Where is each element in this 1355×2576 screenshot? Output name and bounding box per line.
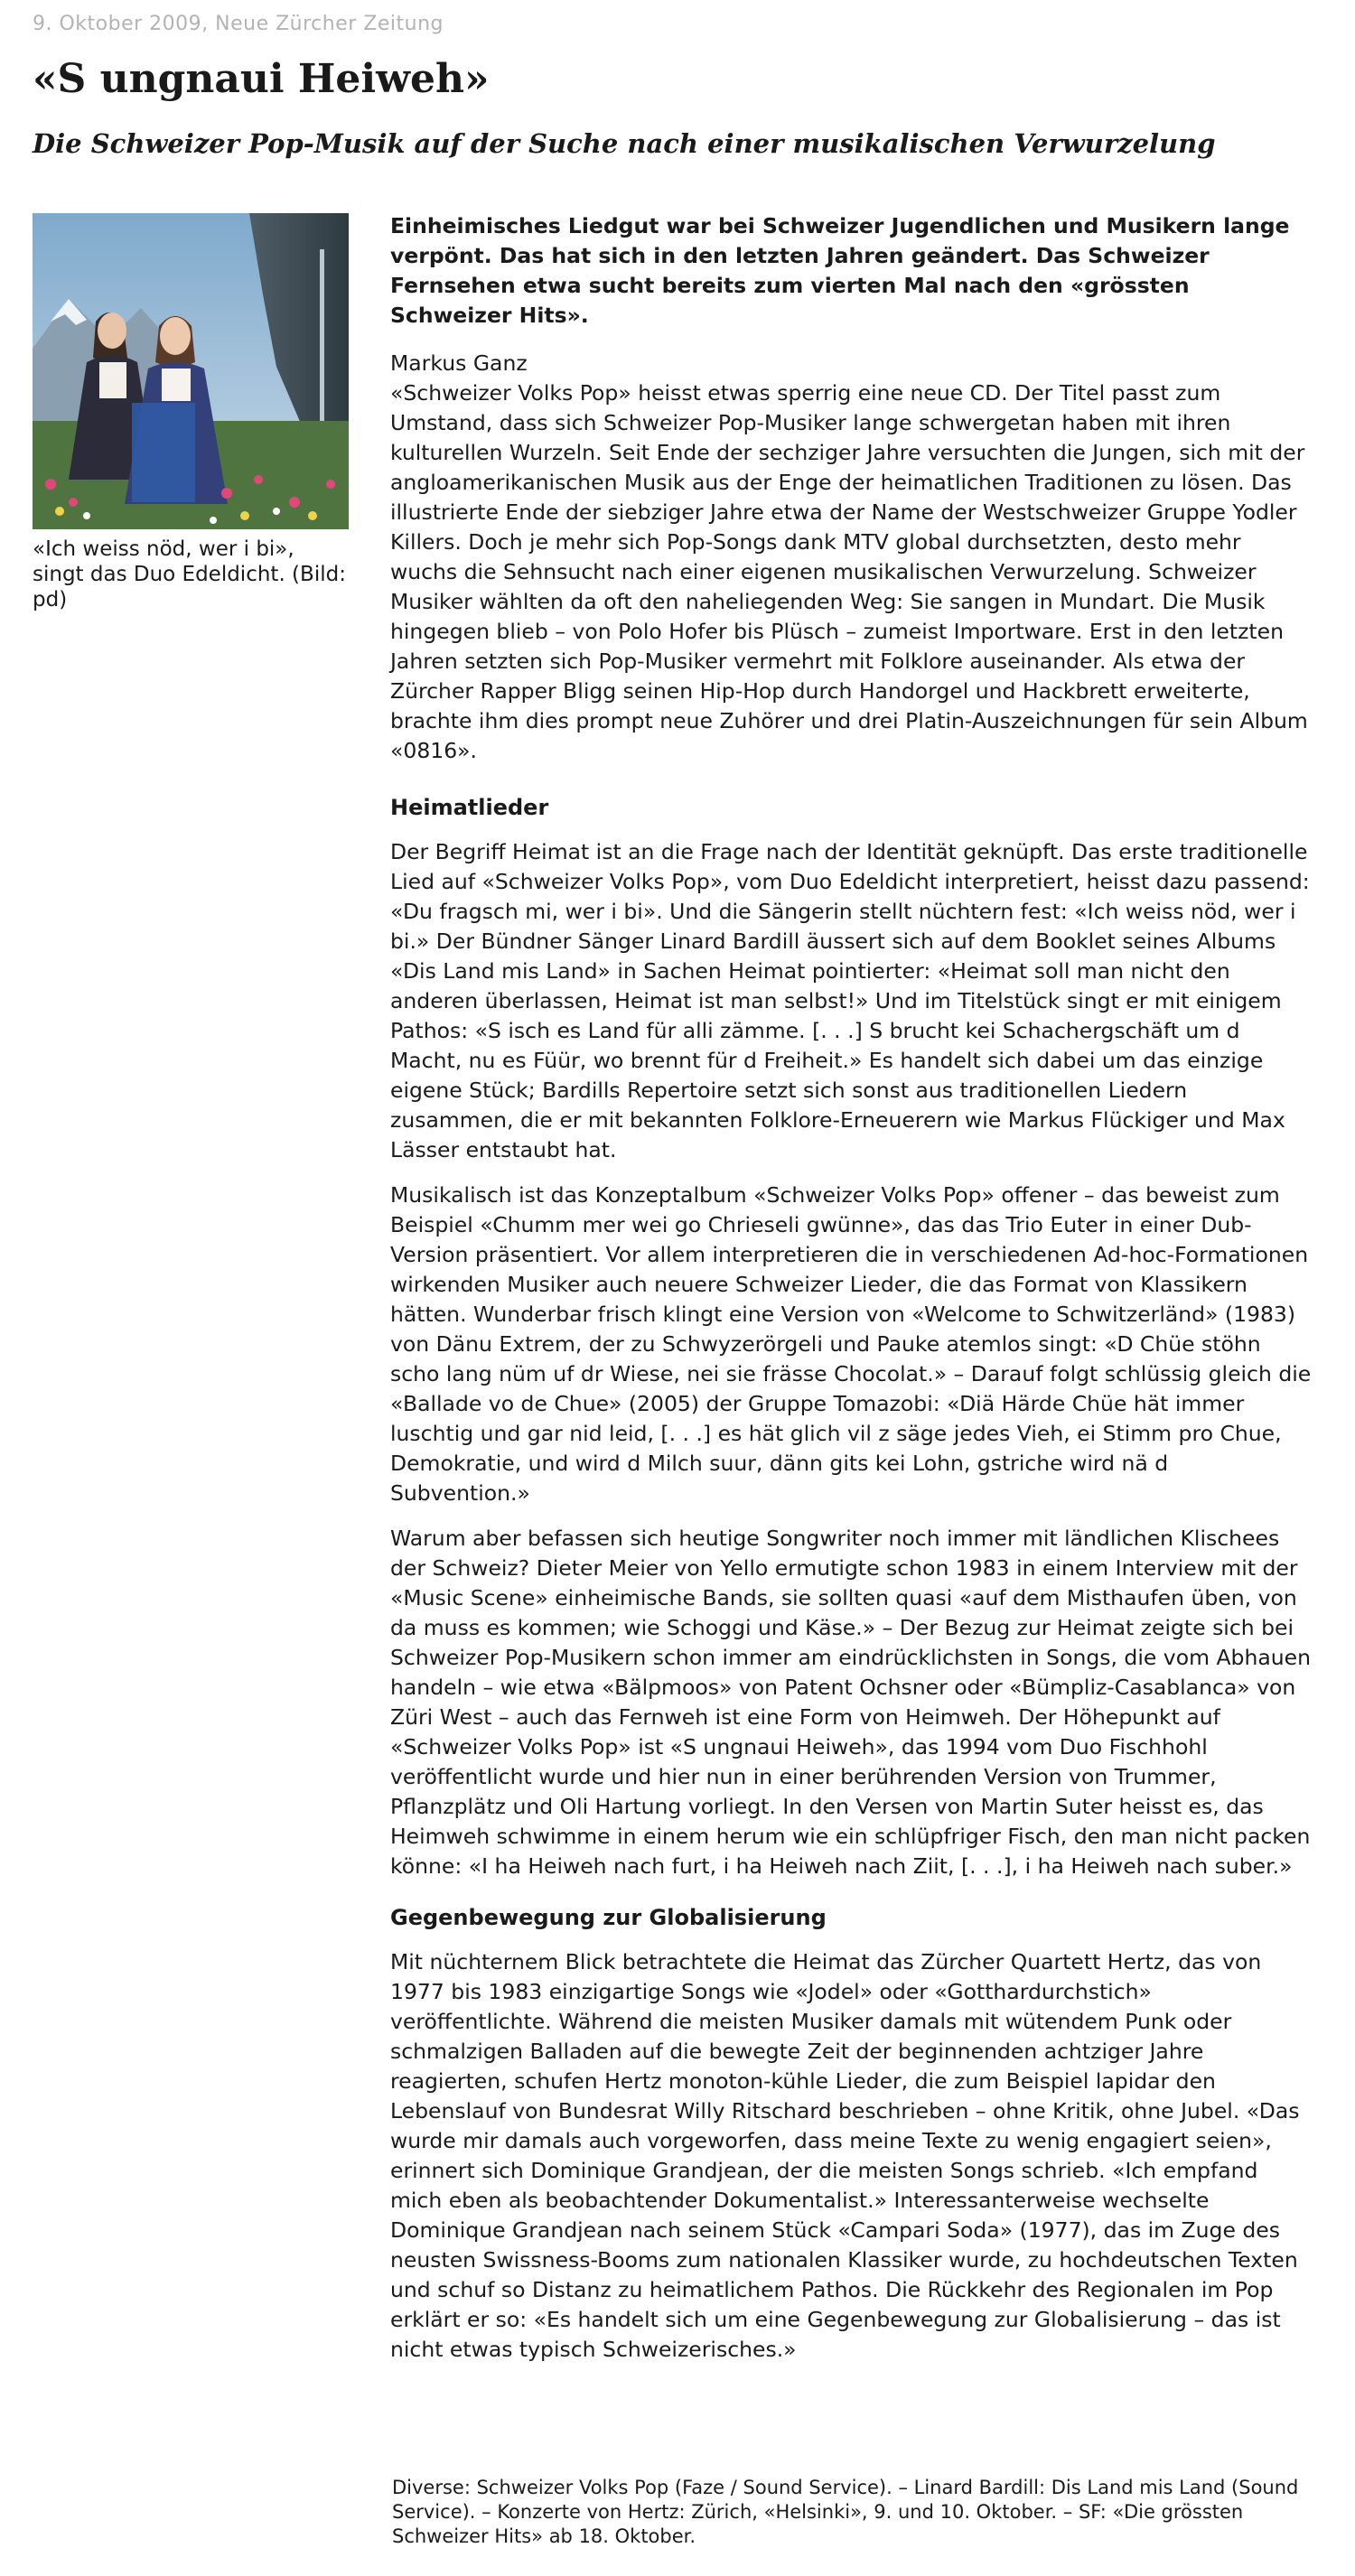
section-heading-heimatlieder: Heimatlieder xyxy=(390,795,549,820)
article-lead: Einheimisches Liedgut war bei Schweizer Jugendlichen und Musikern lange verpönt. Das hat sich in den letzten Jahren geändert. Das Schweizer Fernsehen etwa sucht bereits zum vierten Mal nach den «grössten Schweizer Hits». xyxy=(390,213,1290,328)
paragraph: Der Begriff Heimat ist an die Frage nach der Identität geknüpft. Das erste traditionelle Lied auf «Schweizer Volks Pop», vom Duo Edeldicht interpretiert, heisst dazu passend: «Du fragsch mi, wer i bi». Und die Sängerin stellt nüchtern fest: «Ich weiss nöd, wer i bi.» Der Bündner Sänger Linard Bardill äussert sich auf dem Booklet seines Albums «Dis Land mis Land» in Sachen Heimat pointierter: «Heimat soll man nicht den anderen überlassen, Heimat ist man selbst!» Und im Titelstück singt er mit einigem Pathos: «S isch es Land für alli zämme. [. . .] S brucht kei Schachergschäft um d Macht, nu es Füür, wo brennt für d Freiheit.» Es handelt sich dabei um das einzige eigene Stück; Bardills Repertoire setzt sich sonst aus traditionellen Liedern zusammen, die er mit bekannten Folklore-Erneuerern wie Markus Flückiger und Max Lässer entstaubt hat. xyxy=(390,839,1310,1162)
author-byline: Markus Ganz xyxy=(390,350,528,376)
article-subtitle: Die Schweizer Pop-Musik auf der Suche nach einer musikalischen Verwurzelung xyxy=(33,128,1216,159)
paragraph: Mit nüchternem Blick betrachtete die Heimat das Zürcher Quartett Hertz, das von 1977 bis 1983 einzigartige Songs wie «Jodel» oder «Gotthardurchstich» veröffentlichte. Während die meisten Musiker damals mit wütendem Punk oder schmalzigen Balladen auf die bewegte Zeit der beginnenden achtziger Jahre reagierten, schufen Hertz monoton-kühle Lieder, die zum Beispiel lapidar den Lebenslauf von Bundesrat Willy Ritschard beschrieben – ohne Kritik, ohne Jubel. «Das wurde mir damals auch vorgeworfen, dass meine Texte zu wenig engagiert seien», erinnert sich Dominique Grandjean, der die meisten Songs schrieb. «Ich empfand mich eben als beobachtender Dokumentalist.» Interessanterweise wechselte Dominique Grandjean nach seinem Stück «Campari Soda» (1977), das im Zuge des neusten Swissness-Booms zum nationalen Klassiker wurde, zu hochdeutschen Texten und schuf so Distanz zu heimatlichem Pathos. Die Rückkehr des Regionalen im Pop erklärt er so: «Es handelt sich um eine Gegenbewegung zur Globalisierung – das ist nicht etwas typisch Schweizerisches.» xyxy=(390,1949,1300,2362)
info-box: Diverse: Schweizer Volks Pop (Faze / Sound Service). – Linard Bardill: Dis Land mis Land (Sound Service). – Konzerte von Hertz: Zürich, «Helsinki», 9. und 10. Oktober. – SF: «Die grössten Schweizer Hits» ab 18. Oktober. xyxy=(392,2477,1299,2547)
photo-illustration xyxy=(33,213,349,529)
article-title: «S ungnaui Heiweh» xyxy=(33,56,490,102)
article-body xyxy=(390,211,1313,2380)
dateline: 9. Oktober 2009, Neue Zürcher Zeitung xyxy=(33,13,444,35)
article-figure xyxy=(33,213,350,612)
paragraph-intro: «Schweizer Volks Pop» heisst etwas sperrig eine neue CD. Der Titel passt zum Umstand, dass sich Schweizer Pop-Musiker lange schwergetan haben mit ihren kulturellen Wurzeln. Seit Ende der sechziger Jahre versuchten die Jungen, sich mit der angloamerikanischen Musik aus der Enge der heimatlichen Traditionen zu lösen. Das illustrierte Ende der siebziger Jahre etwa der Name der Westschweizer Gruppe Yodler Killers. Doch je mehr sich Pop-Songs dank MTV global durchsetzten, desto mehr wuchs die Sehnsucht nach einer eigenen musikalischen Verwurzelung. Schweizer Musiker wählten da oft den naheliegenden Weg: Sie sangen in Mundart. Die Musik hingegen blieb – von Polo Hofer bis Plüsch – zumeist Importware. Erst in den letzten Jahren setzten sich Pop-Musiker vermehrt mit Folklore auseinander. Als etwa der Zürcher Rapper Bligg seinen Hip-Hop durch Handorgel und Hackbrett erweiterte, brachte ihm dies prompt neue Zuhörer und drei Platin-Auszeichnungen für sein Album «0816». xyxy=(390,380,1308,763)
photo-caption: «Ich weiss nöd, wer i bi», singt das Duo Edeldicht. (Bild: pd) xyxy=(33,537,346,611)
paragraph: Warum aber befassen sich heutige Songwriter noch immer mit ländlichen Klischees der Schweiz? Dieter Meier von Yello ermutigte schon 1983 in einem Interview mit der «Music Scene» einheimische Bands, sie sollten quasi «auf dem Misthaufen üben, von da muss es kommen; wie Schoggi und Käse.» – Der Bezug zur Heimat zeigte sich bei Schweizer Pop-Musikern schon immer am eindrücklichsten in Songs, die vom Abhauen handeln – wie etwa «Bälpmoos» von Patent Ochsner oder «Bümpliz-Casablanca» von Züri West – auch das Fernweh ist eine Form von Heimweh. Der Höhepunkt auf «Schweizer Volks Pop» ist «S ungnaui Heiweh», das 1994 vom Duo Fischhohl veröffentlicht wurde und hier nun in einer berührenden Version von Trummer, Pflanzplätz und Oli Hartung vorliegt. In den Versen von Martin Suter heisst es, das Heimweh schwimme in einem herum wie ein schlüpfriger Fisch, den man nicht packen könne: «I ha Heiweh nach furt, i ha Heiweh nach Ziit, [. . .], i ha Heiweh nach suber.» xyxy=(390,1526,1311,1879)
section-heading-globalisierung: Gegenbewegung zur Globalisierung xyxy=(390,1905,827,1930)
photo-duo-edeldicht xyxy=(33,213,349,529)
paragraph: Musikalisch ist das Konzeptalbum «Schweizer Volks Pop» offener – das beweist zum Beispiel «Chumm mer wei go Chrieseli gwünne», das das Trio Euter in einer Dub-Version präsentiert. Vor allem interpretieren die in verschiedenen Ad-hoc-Formationen wirkenden Musiker auch neuere Schweizer Lieder, die das Format von Klassikern hätten. Wunderbar frisch klingt eine Version von «Welcome to Schwitzerländ» (1983) von Dänu Extrem, der zu Schwyzerörgeli und Pauke atemlos singt: «D Chüe stöhn scho lang nüm uf dr Wiese, nei sie frässe Chocolat.» – Darauf folgt schlüssig gleich die «Ballade vo de Chue» (2005) der Gruppe Tomazobi: «Diä Härde Chüe hät immer luschtig und gar nid leid, [. . .] es hät glich vil z säge jedes Vieh, ei Stimm pro Chue, Demokratie, und wird d Milch suur, dänn gits kei Lohn, gstriche wird nä d Subvention.» xyxy=(390,1182,1312,1506)
